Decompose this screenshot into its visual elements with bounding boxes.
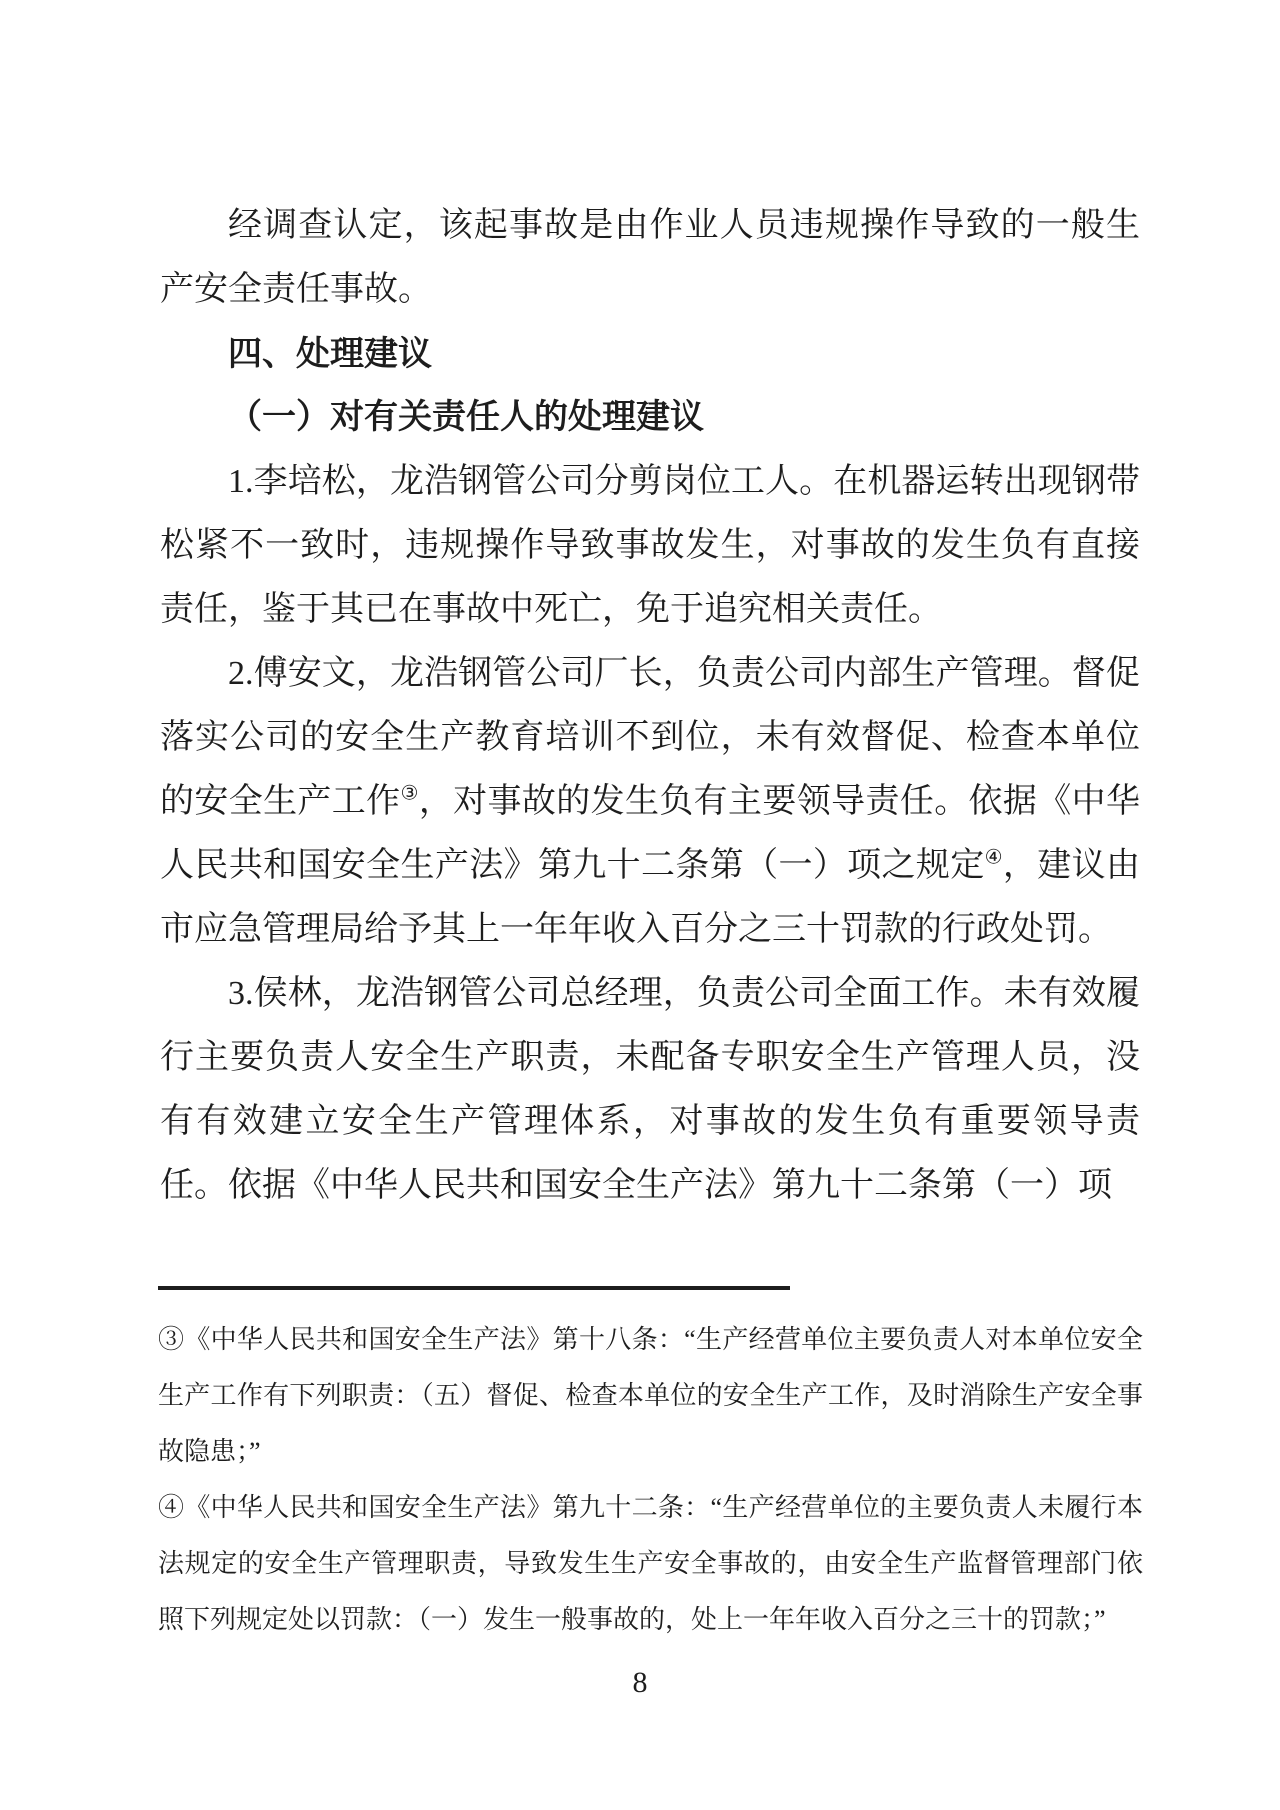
document-body: [160, 194, 1140, 1218]
page-number: 8: [632, 1666, 648, 1699]
paragraph-liability-1: 1.李培松，龙浩钢管公司分剪岗位工人。在机器运转出现钢带松紧不一致时，违规操作导致事故发生，对事故的发生负有直接责任，鉴于其已在事故中死亡，免于追究相关责任。: [160, 463, 1140, 628]
footnotes-block: [158, 1312, 1143, 1648]
footnote-4-marker: ④: [158, 1493, 185, 1522]
section-heading: 四、处理建议: [228, 335, 432, 373]
liability-2-text: ，建议由市应急管理局给予其上一年年收入百分之三十罚款的行政处罚。: [160, 847, 1140, 948]
footnote-3: [158, 1312, 1143, 1480]
footnote-3-marker: ③: [158, 1325, 185, 1354]
liability-2-text: 2.傅安文，龙浩钢管公司厂长，负责公司内部生产管理。督促落实公司的安全生产教育培训不到位，未有效督促、检查本单位的安全生产工作: [160, 655, 1140, 820]
footnote-separator: [158, 1286, 790, 1290]
footnote-ref-4: ④: [984, 846, 1003, 869]
paragraph-liability-3: 3.侯林，龙浩钢管公司总经理，负责公司全面工作。未有效履行主要负责人安全生产职责，未配备专职安全生产管理人员，没有有效建立安全生产管理体系，对事故的发生负有重要领导责任。依据《中华人民共和国安全生产法》第九十二条第（一）项: [160, 975, 1140, 1204]
footnote-ref-3: ③: [400, 782, 419, 805]
paragraph-conclusion: 经调查认定，该起事故是由作业人员违规操作导致的一般生产安全责任事故。: [160, 207, 1140, 308]
paragraph-liability-2: [160, 642, 1140, 962]
footnote-4-text: 《中华人民共和国安全生产法》第九十二条：“生产经营单位的主要负责人未履行本法规定的安全生产管理职责，导致发生生产安全事故的，由安全生产监督管理部门依照下列规定处以罚款：（一）发生一般事故的，处上一年年收入百分之三十的罚款；”: [158, 1493, 1143, 1634]
footnote-4: [158, 1480, 1143, 1648]
subsection-heading: （一）对有关责任人的处理建议: [228, 399, 704, 436]
footnote-3-text: 《中华人民共和国安全生产法》第十八条：“生产经营单位主要负责人对本单位安全生产工作有下列职责：（五）督促、检查本单位的安全生产工作，及时消除生产安全事故隐患；”: [158, 1325, 1143, 1466]
liability-2-text: ，对事故的发生负有主要领导责任。依据《中华人民共和国安全生产法》第九十二条第（一）项之规定: [160, 783, 1140, 884]
